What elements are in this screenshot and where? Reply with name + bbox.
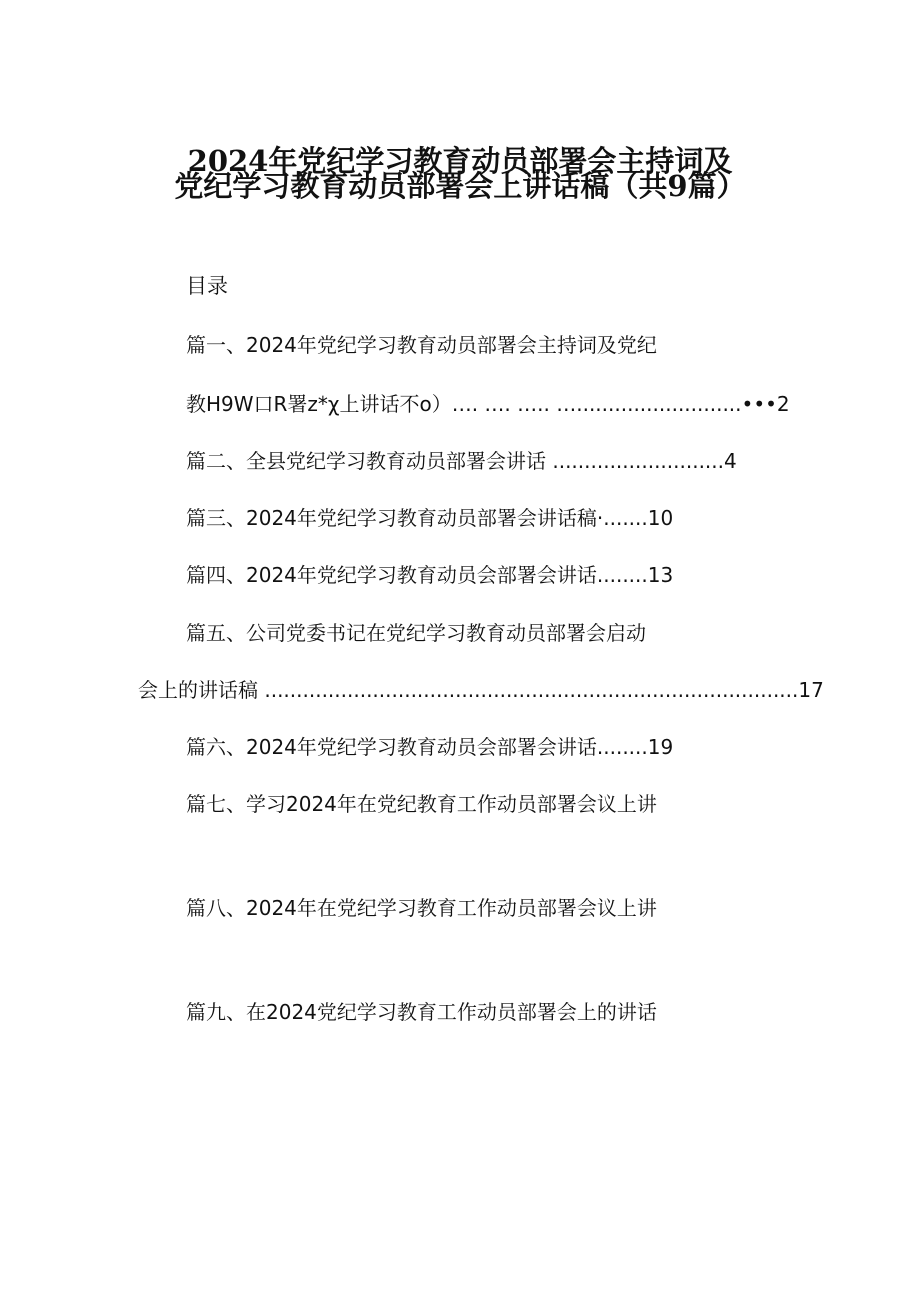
- toc-entry-8: 篇八、2024年在党纪学习教育工作动员部署会议上讲: [186, 896, 657, 920]
- toc-entry-7: 篇七、学习2024年在党纪教育工作动员部署会议上讲: [186, 792, 657, 816]
- toc-entry-6: 篇六、2024年党纪学习教育动员会部署会讲话........19: [186, 735, 674, 759]
- toc-entry-2: 篇二、全县党纪学习教育动员部署会讲话 ...........................4: [186, 449, 737, 473]
- toc-entry-3: 篇三、2024年党纪学习教育动员部署会讲话稿·.......10: [186, 506, 674, 530]
- toc-entry-5-line-2: 会上的讲话稿 ....................................................................................17: [138, 678, 824, 702]
- document-title-line-1: 2024年党纪学习教育动员部署会主持词及: [187, 144, 733, 178]
- toc-heading: 目录: [186, 274, 228, 298]
- toc-entry-5-line-1: 篇五、公司党委书记在党纪学习教育动员部署会启动: [186, 621, 646, 645]
- document-title-line-2: 党纪学习教育动员部署会上讲话稿（共9篇）: [174, 169, 746, 203]
- toc-entry-1-line-1: 篇一、2024年党纪学习教育动员部署会主持词及党纪: [186, 333, 657, 357]
- toc-entry-9: 篇九、在2024党纪学习教育工作动员部署会上的讲话: [186, 1000, 657, 1024]
- toc-entry-1-line-2: 教H9W口R署z*χ上讲话不o）…. …. ….. …..........................•••2: [186, 392, 790, 416]
- toc-entry-4: 篇四、2024年党纪学习教育动员会部署会讲话........13: [186, 563, 674, 587]
